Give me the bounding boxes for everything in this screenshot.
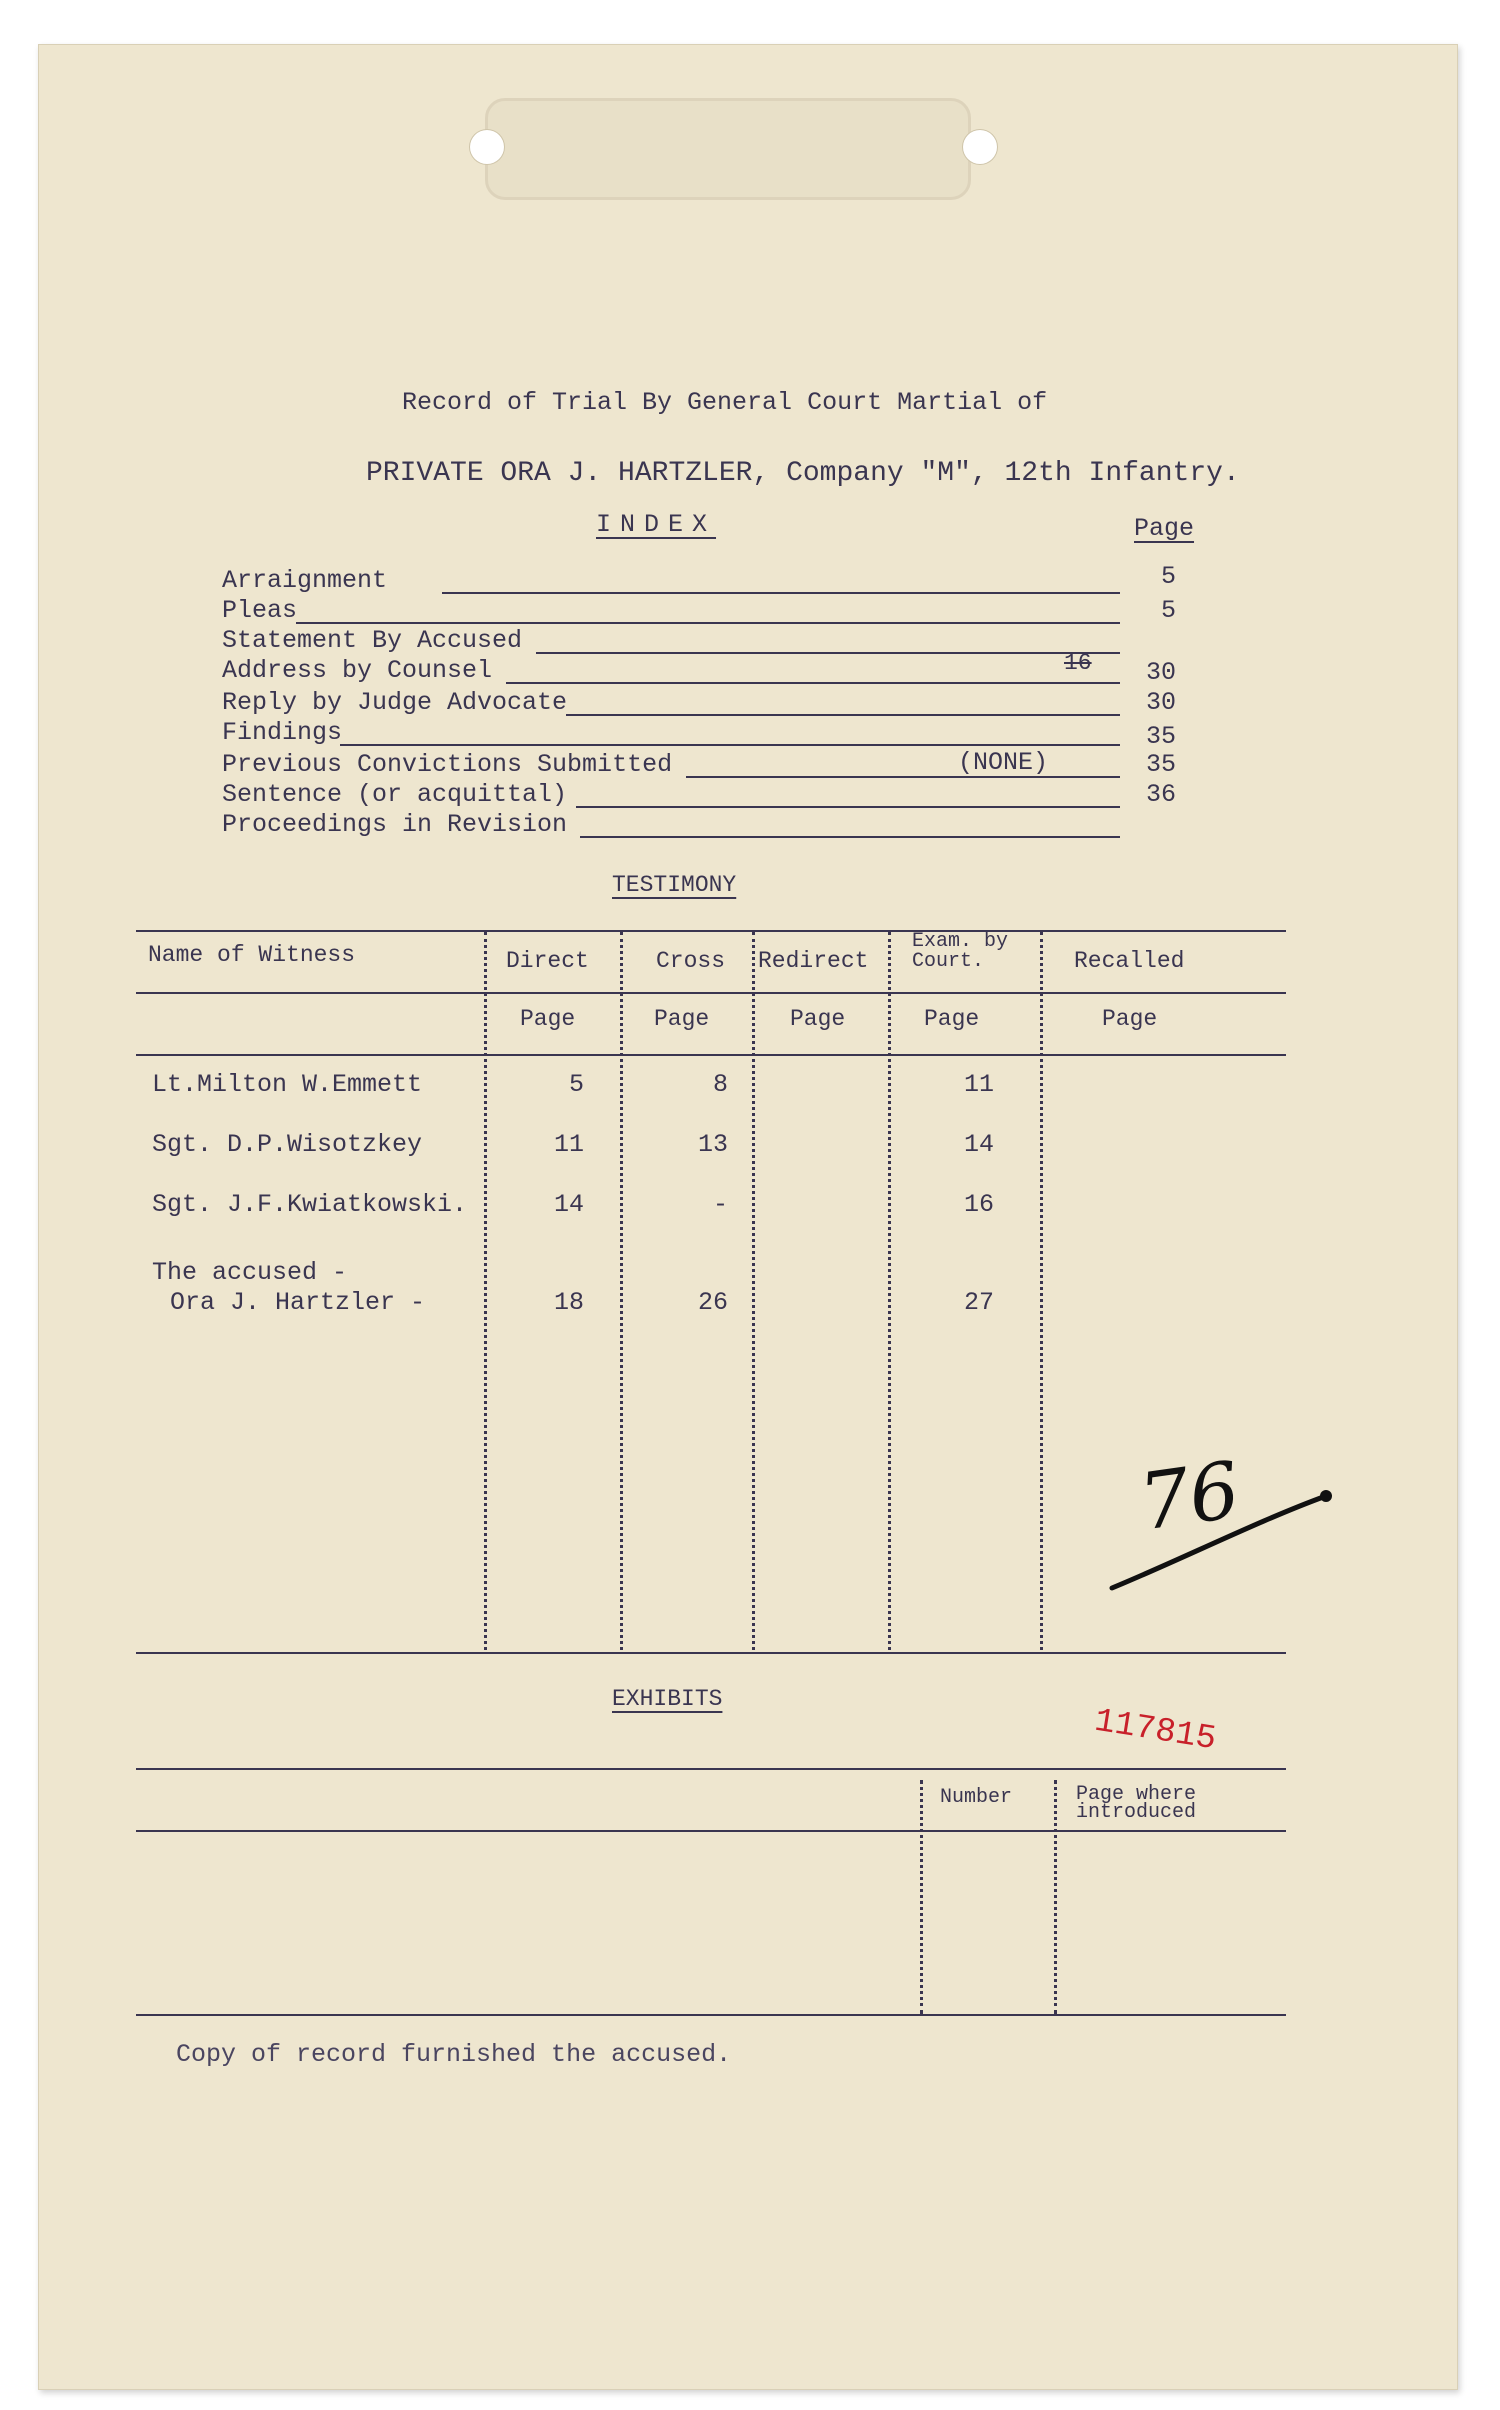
testimony-heading: TESTIMONY bbox=[612, 872, 737, 898]
column-divider bbox=[752, 932, 755, 1650]
index-page: 35 bbox=[1145, 750, 1176, 779]
index-page: 36 bbox=[1145, 780, 1176, 809]
index-label: Sentence (or acquittal) bbox=[222, 780, 568, 809]
subject-line: PRIVATE ORA J. HARTZLER, Company "M", 12th Infantry. bbox=[366, 458, 1240, 489]
column-divider bbox=[1054, 1780, 1057, 2014]
leader-line bbox=[566, 714, 1120, 716]
column-divider bbox=[620, 932, 623, 1650]
index-label: Pleas bbox=[222, 596, 298, 625]
page-subheader: Page bbox=[924, 1006, 980, 1032]
leader-line bbox=[506, 682, 1120, 684]
exam-page: 27 bbox=[963, 1288, 994, 1317]
index-label: Proceedings in Revision bbox=[222, 810, 568, 839]
leader-line bbox=[296, 622, 1120, 624]
column-divider bbox=[920, 1780, 923, 2014]
cross-page: 26 bbox=[697, 1288, 728, 1317]
exam-header-line2: Court. bbox=[912, 950, 985, 973]
stamp-number: 117815 bbox=[1091, 1702, 1219, 1760]
exhibits-heading: EXHIBITS bbox=[612, 1686, 723, 1712]
witness-name: Sgt. J.F.Kwiatkowski. bbox=[152, 1190, 468, 1219]
page-subheader: Page bbox=[520, 1006, 576, 1032]
exam-page: 11 bbox=[963, 1070, 994, 1099]
page-subheader: Page bbox=[1102, 1006, 1158, 1032]
column-divider bbox=[484, 932, 487, 1650]
cross-page: - bbox=[712, 1190, 728, 1219]
page-subheader: Page bbox=[790, 1006, 846, 1032]
table-rule bbox=[136, 1768, 1286, 1770]
direct-page: 5 bbox=[568, 1070, 584, 1099]
leader-line bbox=[580, 836, 1120, 838]
cross-page: 13 bbox=[697, 1130, 728, 1159]
exam-page: 16 bbox=[963, 1190, 994, 1219]
witness-name: The accused - bbox=[152, 1258, 348, 1287]
index-page: 5 bbox=[1160, 596, 1176, 625]
leader-line bbox=[686, 776, 1120, 778]
leader-line bbox=[442, 592, 1120, 594]
index-annotation: (NONE) bbox=[958, 748, 1049, 777]
binder-clip-mark bbox=[485, 98, 971, 200]
direct-page: 11 bbox=[553, 1130, 584, 1159]
index-label: Address by Counsel bbox=[222, 656, 493, 685]
page-where-line1: Page where bbox=[1076, 1783, 1197, 1806]
cross-page: 8 bbox=[712, 1070, 728, 1099]
index-page: 30 bbox=[1145, 658, 1176, 687]
column-header-number: Number bbox=[940, 1786, 1013, 1809]
column-header-name: Name of Witness bbox=[148, 942, 356, 968]
witness-name: Sgt. D.P.Wisotzkey bbox=[152, 1130, 423, 1159]
handwritten-number: 76 bbox=[1134, 1445, 1246, 1549]
column-header-cross: Cross bbox=[656, 948, 726, 974]
table-rule bbox=[136, 992, 1286, 994]
table-rule bbox=[136, 1652, 1286, 1654]
exam-header-line1: Exam. by bbox=[912, 930, 1009, 953]
column-divider bbox=[1040, 932, 1043, 1650]
index-label: Reply by Judge Advocate bbox=[222, 688, 568, 717]
direct-page: 18 bbox=[553, 1288, 584, 1317]
punch-hole-left bbox=[470, 130, 504, 164]
table-rule bbox=[136, 1054, 1286, 1056]
index-label: Statement By Accused bbox=[222, 626, 523, 655]
witness-name-line2: Ora J. Hartzler - bbox=[170, 1288, 426, 1317]
page-subheader: Page bbox=[654, 1006, 710, 1032]
index-label: Previous Convictions Submitted bbox=[222, 750, 673, 779]
index-label: Arraignment bbox=[222, 566, 388, 595]
pen-stroke bbox=[1100, 1480, 1340, 1600]
direct-page: 14 bbox=[553, 1190, 584, 1219]
table-rule bbox=[136, 2014, 1286, 2016]
index-page: 30 bbox=[1145, 688, 1176, 717]
header-line: Record of Trial By General Court Martial of bbox=[402, 388, 1048, 417]
exam-page: 14 bbox=[963, 1130, 994, 1159]
column-header-recalled: Recalled bbox=[1074, 948, 1185, 974]
leader-line bbox=[576, 806, 1120, 808]
index-heading: INDEX bbox=[596, 510, 717, 539]
witness-name: Lt.Milton W.Emmett bbox=[152, 1070, 423, 1099]
column-header-page-where bbox=[1076, 1783, 1197, 1824]
column-divider bbox=[888, 932, 891, 1650]
column-header-redirect: Redirect bbox=[758, 948, 869, 974]
page-where-line2: introduced bbox=[1076, 1801, 1197, 1824]
column-header-exam bbox=[912, 932, 1008, 972]
column-header-direct: Direct bbox=[506, 948, 589, 974]
table-rule bbox=[136, 930, 1286, 932]
index-annotation: 16 bbox=[1064, 650, 1092, 676]
leader-line bbox=[340, 744, 1120, 746]
punch-hole-right bbox=[963, 130, 997, 164]
index-page: 5 bbox=[1160, 562, 1176, 591]
page-heading: Page bbox=[1134, 514, 1195, 543]
index-page: 35 bbox=[1145, 722, 1176, 751]
leader-line bbox=[536, 652, 1120, 654]
table-rule bbox=[136, 1830, 1286, 1832]
footer-note: Copy of record furnished the accused. bbox=[176, 2040, 732, 2069]
index-label: Findings bbox=[222, 718, 343, 747]
